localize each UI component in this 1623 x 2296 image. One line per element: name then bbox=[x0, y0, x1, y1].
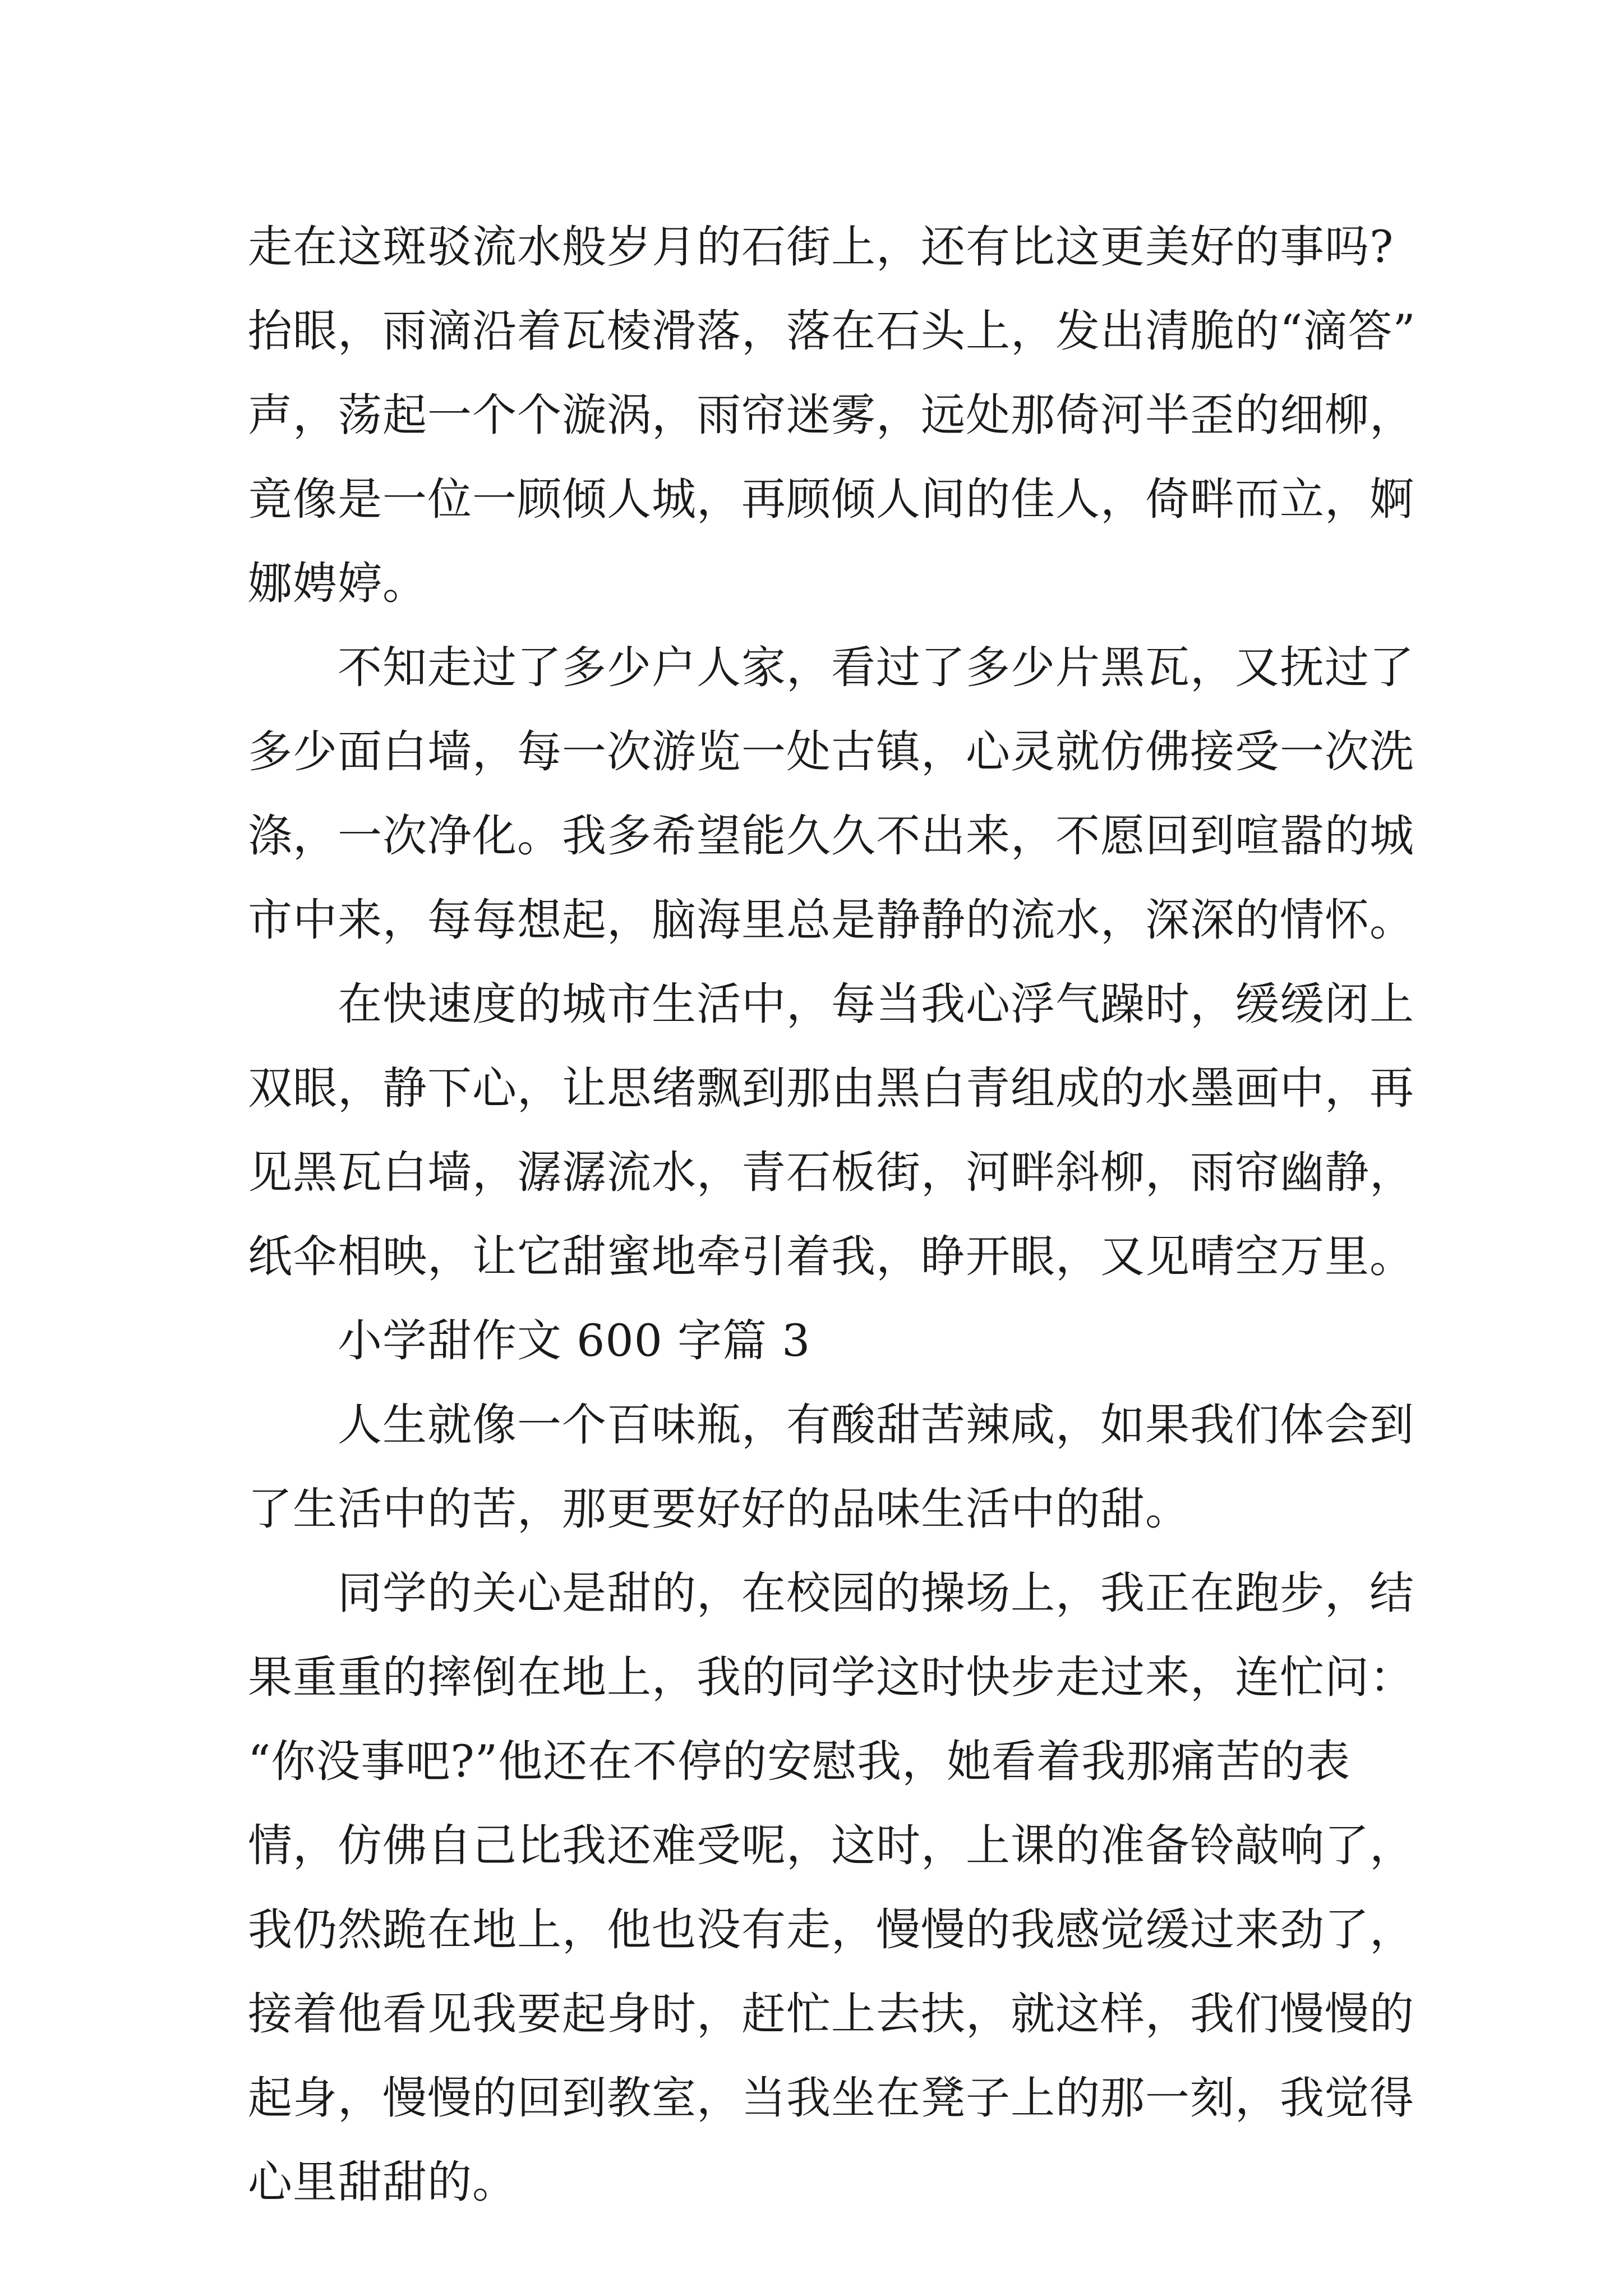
text-line: 竟像是一位一顾倾人城，再顾倾人间的佳人，倚畔而立，婀 bbox=[248, 473, 1414, 525]
section-heading: 小学甜作文 600 字篇 3 bbox=[338, 1315, 811, 1366]
text-line: 情，仿佛自己比我还难受呢，这时，上课的准备铃敲响了， bbox=[248, 1820, 1414, 1871]
text-line: 我仍然跪在地上，他也没有走，慢慢的我感觉缓过来劲了， bbox=[248, 1904, 1414, 1955]
text-line: 走在这斑驳流水般岁月的石街上，还有比这更美好的事吗? bbox=[248, 221, 1394, 273]
paragraph-first-line: 在快速度的城市生活中，每当我心浮气躁时，缓缓闭上 bbox=[338, 978, 1414, 1030]
text-line: 接着他看见我要起身时，赶忙上去扶，就这样，我们慢慢的 bbox=[248, 1988, 1414, 2040]
text-line: 声，荡起一个个漩涡，雨帘迷雾，远处那倚河半歪的细柳， bbox=[248, 389, 1414, 441]
paragraph-first-line: 人生就像一个百味瓶，有酸甜苦辣咸，如果我们体会到 bbox=[338, 1399, 1414, 1451]
text-line: 涤，一次净化。我多希望能久久不出来，不愿回到喧嚣的城 bbox=[248, 810, 1414, 862]
text-line: 多少面白墙，每一次游览一处古镇，心灵就仿佛接受一次洗 bbox=[248, 726, 1414, 777]
text-line: 果重重的摔倒在地上，我的同学这时快步走过来，连忙问： bbox=[248, 1651, 1414, 1703]
text-line: 见黑瓦白墙，潺潺流水，青石板街，河畔斜柳，雨帘幽静， bbox=[248, 1147, 1414, 1198]
text-line: 抬眼，雨滴沿着瓦棱滑落，落在石头上，发出清脆的“滴答” bbox=[248, 305, 1416, 357]
paragraph-first-line: 同学的关心是甜的，在校园的操场上，我正在跑步，结 bbox=[338, 1567, 1414, 1619]
text-line: 娜娉婷。 bbox=[248, 558, 427, 609]
text-line: “你没事吧?”他还在不停的安慰我，她看着我那痛苦的表 bbox=[248, 1736, 1351, 1787]
text-line: 起身，慢慢的回到教室，当我坐在凳子上的那一刻，我觉得 bbox=[248, 2072, 1414, 2124]
text-line: 双眼，静下心，让思绪飘到那由黑白青组成的水墨画中，再 bbox=[248, 1062, 1414, 1114]
text-line: 心里甜甜的。 bbox=[248, 2156, 517, 2208]
text-line: 了生活中的苦，那更要好好的品味生活中的甜。 bbox=[248, 1483, 1190, 1535]
paragraph-first-line: 不知走过了多少户人家，看过了多少片黑瓦，又抚过了 bbox=[338, 642, 1414, 693]
text-line: 市中来，每每想起，脑海里总是静静的流水，深深的情怀。 bbox=[248, 894, 1414, 946]
text-line: 纸伞相映，让它甜蜜地牵引着我，睁开眼，又见晴空万里。 bbox=[248, 1231, 1414, 1282]
